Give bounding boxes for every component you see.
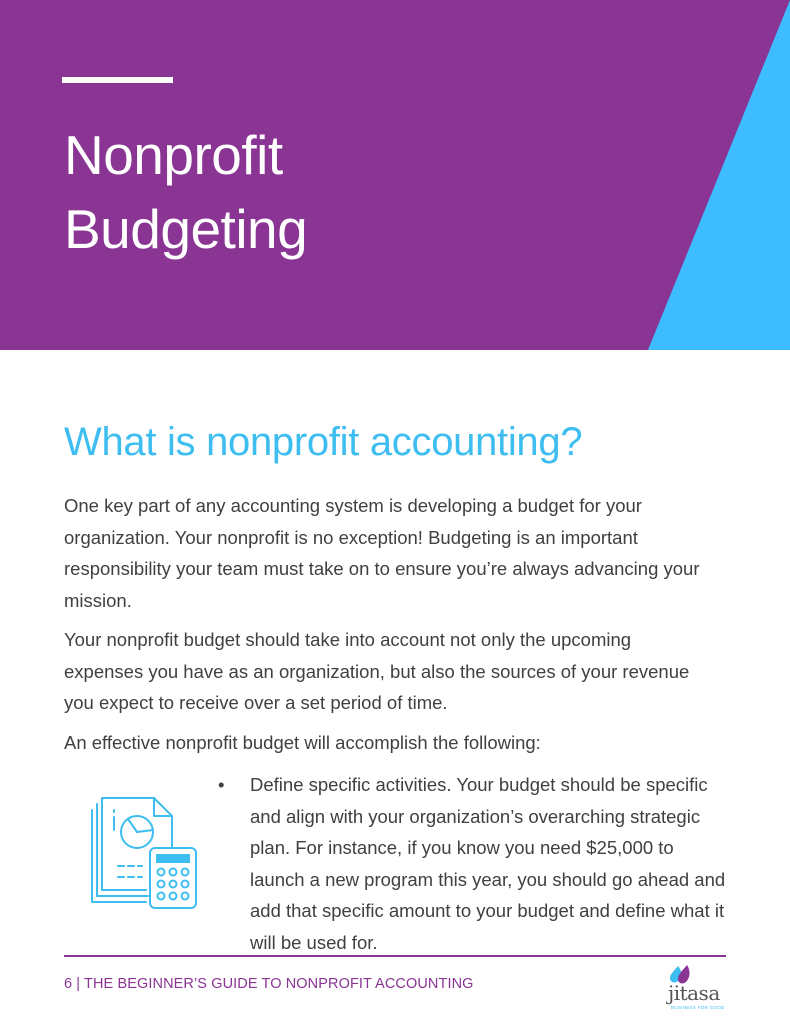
hero-accent-rule [62,77,173,83]
logo-tagline: BUSINESS FOR GOOD [671,1005,725,1010]
footer-title: 6 | THE BEGINNER’S GUIDE TO NONPROFIT ACCOUNTING [64,976,474,992]
logo-wordmark: jitasa [668,981,720,1005]
hero-banner [0,0,790,350]
section-heading: What is nonprofit accounting? [64,420,583,464]
list-item-text: Define specific activities. Your budget should be specific and align with your organization’s overarching strategic plan. For instance, if you know you need $25,000 to launch a new program this year, you should go ahead and add that specific amount to your budget and define what it will be used for. [250,774,726,953]
list-item [218,769,728,958]
bullet-marker: • [218,774,225,795]
page-title [64,118,307,266]
paragraph-budget-scope: Your nonprofit budget should take into account not only the upcoming expenses you have as an organization, but also the sources of your revenue you expect to receive over a set period of time. [64,629,690,713]
page-title-line-2: Budgeting [64,198,308,260]
document-chart-calculator-icon [82,790,206,914]
paragraph-intro: One key part of any accounting system is developing a budget for your organization. Your nonprofit is no exception! Budgeting is an important responsibility your team must take on to ensure you’re always advancing your mission. [64,495,700,611]
jitasa-logo [664,963,734,1019]
paragraph-list-lead: An effective nonprofit budget will accomplish the following: [64,732,541,753]
footer-divider [64,955,726,957]
page-title-line-1: Nonprofit [64,124,283,186]
